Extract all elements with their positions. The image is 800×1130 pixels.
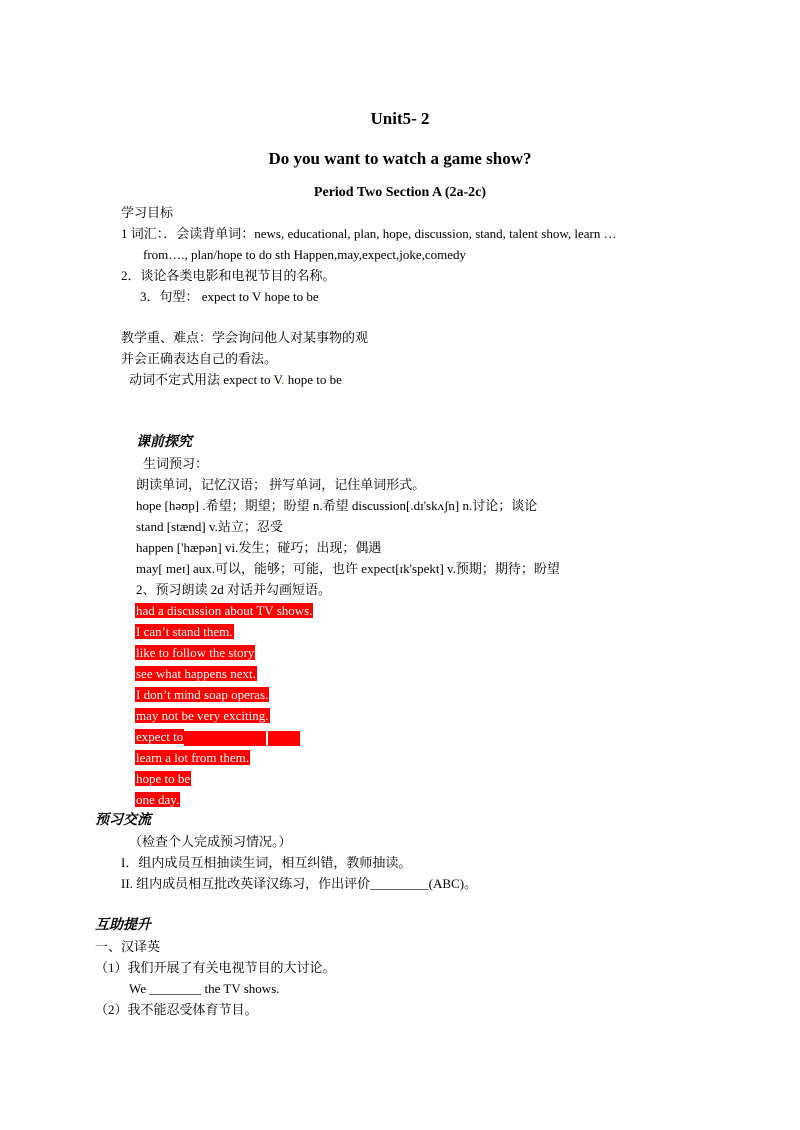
phrase-highlight: learn a lot from them. (136, 750, 249, 765)
question-1-answer-line: We ________ the TV shows. (129, 981, 280, 996)
phrase-item (135, 623, 234, 641)
focus-line-2: 并会正确表达自己的看法。 (121, 351, 278, 366)
vocab-hope-discussion: hope [həʊp] .希望；期望；盼望 n.希望 discussion[.dɪ'skʌʃn] n.讨论；谈论 (136, 498, 538, 513)
phrase-item (135, 749, 250, 767)
phrase-item (135, 686, 269, 704)
phrase-item (135, 728, 300, 746)
phrase-highlight: like to follow the story (136, 645, 255, 660)
vocab-stand: stand [stænd] v.站立；忍受 (136, 519, 283, 534)
focus-line-3 (129, 371, 342, 389)
phrase-highlight: expect to (136, 729, 184, 744)
unit-title: Unit5- 2 (370, 109, 430, 128)
exchange-heading: 预习交流 (95, 813, 151, 828)
focus-dot: . (281, 372, 285, 387)
preview-instructions: 朗读单词，记忆汉语； 拼写单词，记住单词形式。 (136, 477, 426, 492)
exchange-line-2: I．组内成员互相抽读生词，相互纠错，教师抽读。 (121, 855, 412, 870)
phrase-highlight: I don’t mind soap operas. (136, 687, 269, 702)
preview-subheading: 生词预习： (143, 456, 209, 471)
lesson-question: Do you want to watch a game show? (268, 149, 532, 168)
vocab-may-expect: may[ meɪ] aux.可以，能够；可能，也许 expect[ɪk'spekt] v.预期；期待；盼望 (136, 561, 560, 576)
phrase-item (135, 707, 270, 725)
vocab-happen: happen ['hæpən] vi.发生；碰巧；出现；偶遇 (136, 540, 382, 555)
phrase-item (135, 644, 255, 662)
phrase-highlight: one day. (136, 792, 180, 807)
phrase-highlight: hope to be (136, 771, 191, 786)
preview-task-2: 2、预习朗读 2d 对话并勾画短语。 (136, 582, 332, 597)
phrase-item (135, 791, 180, 809)
phrase-highlight: may not be very exciting. (136, 708, 269, 723)
objectives-pattern-line: 3．句型： expect to V hope to be (140, 289, 319, 304)
objectives-heading: 学习目标 (121, 205, 174, 220)
objectives-topic-line: 2．谈论各类电影和电视节目的名称。 (121, 268, 336, 283)
phrase-item (135, 665, 257, 683)
phrase-highlight: had a discussion about TV shows. (136, 603, 313, 618)
phrase-highlight: I can’t stand them. (136, 624, 233, 639)
period-title: Period Two Section A (2a-2c) (313, 185, 487, 200)
improve-section-1: 一、汉译英 (95, 939, 161, 954)
improve-heading: 互助提升 (95, 918, 151, 933)
exchange-line-1: （检查个人完成预习情况。） (129, 834, 292, 849)
phrase-item (135, 770, 191, 788)
objectives-vocab-line: 1 词汇：．会读背单词：news, educational, plan, hope, discussion, stand, talent show, learn … (121, 226, 617, 241)
focus-line-1: 教学重、难点：学会询问他人对某事物的观 (121, 330, 369, 345)
exchange-line-3: II. 组内成员相互批改英译汉练习，作出评价_________(ABC)。 (121, 876, 478, 891)
question-2: （2）我不能忍受体育节目。 (95, 1002, 258, 1017)
focus-infinitive-text: 动词不定式用法 expect to V (129, 372, 282, 387)
objectives-vocab-line-cont: from…., plan/hope to do sth Happen,may,expect,joke,comedy (143, 247, 466, 262)
phrase-highlight: see what happens next. (136, 666, 256, 681)
question-1: （1）我们开展了有关电视节目的大讨论。 (95, 960, 336, 975)
phrase-blank-highlight (184, 731, 266, 746)
phrase-item (135, 602, 313, 620)
phrase-blank-highlight (268, 731, 300, 746)
preview-heading: 课前探究 (136, 435, 192, 450)
focus-hope-text: hope to be (284, 372, 342, 387)
